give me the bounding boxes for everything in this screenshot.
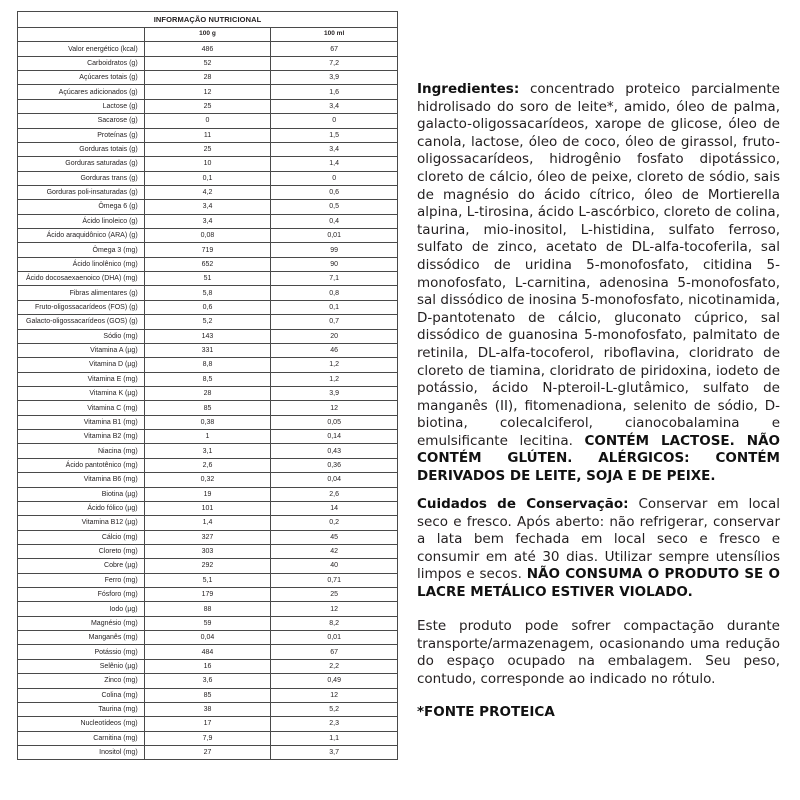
nutrition-header-100g: 100 g — [144, 28, 271, 42]
table-row — [18, 372, 398, 386]
conservation-text: Conservar em local seco e fresco. Após aberto: não refrigerar, conservar a lata bem fechada em local seco e fresco e consumir em até 30 dias. Utilizar sempre utensílios limpos e secos. — [417, 496, 780, 583]
ingredients-label: Ingredientes: — [417, 81, 520, 97]
value-per-100g: 27 — [144, 745, 271, 759]
value-per-100ml: 0,7 — [271, 315, 398, 329]
nutrient-name: Vitamina C (mg) — [18, 401, 145, 415]
value-per-100g: 3,1 — [144, 444, 271, 458]
value-per-100g: 85 — [144, 401, 271, 415]
nutrition-table-title: INFORMAÇÃO NUTRICIONAL — [18, 12, 398, 28]
nutrient-name: Cloreto (mg) — [18, 544, 145, 558]
table-row — [18, 99, 398, 113]
nutrient-name: Lactose (g) — [18, 99, 145, 113]
nutrient-name: Vitamina B6 (mg) — [18, 473, 145, 487]
nutrition-facts-table — [17, 11, 398, 760]
table-row — [18, 157, 398, 171]
value-per-100g: 28 — [144, 386, 271, 400]
table-row — [18, 415, 398, 429]
table-row — [18, 573, 398, 587]
value-per-100ml: 0,2 — [271, 516, 398, 530]
seal-warning: NÃO CONSUMA O PRODUTO SE O LACRE METÁLICO ESTIVER VIOLADO. — [417, 566, 781, 600]
nutrient-name: Potássio (mg) — [18, 645, 145, 659]
value-per-100g: 38 — [144, 702, 271, 716]
table-row — [18, 56, 398, 70]
table-row — [18, 731, 398, 745]
nutrition-header-nutrient — [18, 28, 145, 42]
table-row — [18, 473, 398, 487]
nutrient-name: Gorduras totais (g) — [18, 142, 145, 156]
value-per-100ml: 12 — [271, 688, 398, 702]
value-per-100ml: 2,3 — [271, 717, 398, 731]
nutrient-name: Niacina (mg) — [18, 444, 145, 458]
table-row — [18, 501, 398, 515]
nutrient-name: Cobre (µg) — [18, 559, 145, 573]
table-row — [18, 142, 398, 156]
nutrient-name: Gorduras trans (g) — [18, 171, 145, 185]
ingredients-section — [417, 81, 780, 486]
value-per-100g: 5,8 — [144, 286, 271, 300]
nutrient-name: Cálcio (mg) — [18, 530, 145, 544]
value-per-100ml: 0,36 — [271, 458, 398, 472]
nutrient-name: Ômega 6 (g) — [18, 200, 145, 214]
nutrient-name: Sódio (mg) — [18, 329, 145, 343]
value-per-100ml: 0,43 — [271, 444, 398, 458]
nutrient-name: Valor energético (kcal) — [18, 42, 145, 56]
value-per-100g: 652 — [144, 257, 271, 271]
value-per-100ml: 3,9 — [271, 71, 398, 85]
table-row — [18, 444, 398, 458]
table-row — [18, 588, 398, 602]
value-per-100ml: 1,2 — [271, 372, 398, 386]
value-per-100g: 85 — [144, 688, 271, 702]
nutrient-name: Nucleotídeos (mg) — [18, 717, 145, 731]
value-per-100ml: 2,6 — [271, 487, 398, 501]
nutrition-table-body — [18, 42, 398, 760]
value-per-100ml: 12 — [271, 602, 398, 616]
nutrient-name: Vitamina A (µg) — [18, 343, 145, 357]
value-per-100ml: 5,2 — [271, 702, 398, 716]
nutrient-name: Vitamina B2 (mg) — [18, 430, 145, 444]
value-per-100g: 292 — [144, 559, 271, 573]
table-row — [18, 257, 398, 271]
value-per-100g: 0,38 — [144, 415, 271, 429]
table-row — [18, 745, 398, 759]
value-per-100ml: 0,01 — [271, 631, 398, 645]
nutrient-name: Taurina (mg) — [18, 702, 145, 716]
value-per-100ml: 1,1 — [271, 731, 398, 745]
table-row — [18, 358, 398, 372]
value-per-100g: 719 — [144, 243, 271, 257]
value-per-100g: 0,1 — [144, 171, 271, 185]
value-per-100ml: 42 — [271, 544, 398, 558]
nutrition-header-100ml: 100 ml — [271, 28, 398, 42]
value-per-100ml: 3,9 — [271, 386, 398, 400]
table-row — [18, 702, 398, 716]
value-per-100g: 16 — [144, 659, 271, 673]
value-per-100ml: 2,2 — [271, 659, 398, 673]
value-per-100g: 0,04 — [144, 631, 271, 645]
nutrient-name: Sacarose (g) — [18, 114, 145, 128]
value-per-100g: 52 — [144, 56, 271, 70]
table-row — [18, 71, 398, 85]
table-row — [18, 616, 398, 630]
nutrient-name: Gorduras poli-insaturadas (g) — [18, 185, 145, 199]
value-per-100ml: 0,8 — [271, 286, 398, 300]
table-row — [18, 343, 398, 357]
nutrient-name: Fruto-oligossacarídeos (FOS) (g) — [18, 300, 145, 314]
nutrient-name: Açúcares adicionados (g) — [18, 85, 145, 99]
value-per-100g: 12 — [144, 85, 271, 99]
table-row — [18, 430, 398, 444]
value-per-100ml: 46 — [271, 343, 398, 357]
nutrient-name: Colina (mg) — [18, 688, 145, 702]
table-row — [18, 114, 398, 128]
nutrient-name: Manganês (mg) — [18, 631, 145, 645]
table-row — [18, 688, 398, 702]
value-per-100g: 331 — [144, 343, 271, 357]
table-row — [18, 602, 398, 616]
table-row — [18, 674, 398, 688]
table-row — [18, 214, 398, 228]
value-per-100g: 179 — [144, 588, 271, 602]
table-row — [18, 645, 398, 659]
value-per-100g: 0 — [144, 114, 271, 128]
value-per-100ml: 0 — [271, 114, 398, 128]
value-per-100ml: 0,4 — [271, 214, 398, 228]
nutrient-name: Zinco (mg) — [18, 674, 145, 688]
table-row — [18, 243, 398, 257]
table-row — [18, 272, 398, 286]
value-per-100g: 3,4 — [144, 200, 271, 214]
nutrient-name: Vitamina B12 (µg) — [18, 516, 145, 530]
value-per-100ml: 0,71 — [271, 573, 398, 587]
nutrient-name: Biotina (µg) — [18, 487, 145, 501]
nutrient-name: Inositol (mg) — [18, 745, 145, 759]
table-row — [18, 559, 398, 573]
value-per-100ml: 14 — [271, 501, 398, 515]
protein-source-label: *FONTE PROTEICA — [417, 704, 555, 720]
table-row — [18, 315, 398, 329]
nutrient-name: Vitamina E (mg) — [18, 372, 145, 386]
value-per-100ml: 0,1 — [271, 300, 398, 314]
value-per-100ml: 0,14 — [271, 430, 398, 444]
nutrient-name: Açúcares totais (g) — [18, 71, 145, 85]
value-per-100g: 484 — [144, 645, 271, 659]
value-per-100ml: 0,05 — [271, 415, 398, 429]
value-per-100g: 5,2 — [144, 315, 271, 329]
value-per-100ml: 0,49 — [271, 674, 398, 688]
table-row — [18, 516, 398, 530]
value-per-100g: 3,6 — [144, 674, 271, 688]
table-row — [18, 200, 398, 214]
table-row — [18, 229, 398, 243]
nutrient-name: Gorduras saturadas (g) — [18, 157, 145, 171]
value-per-100ml: 3,4 — [271, 142, 398, 156]
nutrient-name: Ácido araquidônico (ARA) (g) — [18, 229, 145, 243]
compaction-notice: Este produto pode sofrer compactação durante transporte/armazenagem, ocasionando uma redução do espaço ocupado na embalagem. Seu peso, contudo, corresponde ao indicado no rótulo. — [417, 618, 780, 687]
value-per-100ml: 1,2 — [271, 358, 398, 372]
table-row — [18, 401, 398, 415]
nutrient-name: Proteínas (g) — [18, 128, 145, 142]
nutrient-name: Ômega 3 (mg) — [18, 243, 145, 257]
nutrient-name: Selênio (µg) — [18, 659, 145, 673]
nutrient-name: Iodo (µg) — [18, 602, 145, 616]
value-per-100g: 25 — [144, 99, 271, 113]
value-per-100ml: 1,6 — [271, 85, 398, 99]
nutrient-name: Vitamina K (µg) — [18, 386, 145, 400]
value-per-100ml: 90 — [271, 257, 398, 271]
value-per-100g: 327 — [144, 530, 271, 544]
table-row — [18, 286, 398, 300]
table-row — [18, 659, 398, 673]
value-per-100g: 59 — [144, 616, 271, 630]
value-per-100g: 8,5 — [144, 372, 271, 386]
table-row — [18, 329, 398, 343]
nutrient-name: Ácido linolênico (mg) — [18, 257, 145, 271]
nutrient-name: Fibras alimentares (g) — [18, 286, 145, 300]
table-row — [18, 171, 398, 185]
value-per-100g: 17 — [144, 717, 271, 731]
table-row — [18, 128, 398, 142]
allergen-warning: CONTÉM LACTOSE. NÃO CONTÉM GLÚTEN. ALÉRGICOS: CONTÉM DERIVADOS DE LEITE, SOJA E DE PEIXE. — [417, 432, 780, 485]
value-per-100g: 51 — [144, 272, 271, 286]
table-row — [18, 544, 398, 558]
value-per-100g: 88 — [144, 602, 271, 616]
value-per-100ml: 0,01 — [271, 229, 398, 243]
nutrient-name: Ácido fólico (µg) — [18, 501, 145, 515]
table-row — [18, 631, 398, 645]
value-per-100g: 19 — [144, 487, 271, 501]
value-per-100g: 10 — [144, 157, 271, 171]
nutrient-name: Vitamina B1 (mg) — [18, 415, 145, 429]
table-row — [18, 42, 398, 56]
nutrient-name: Ferro (mg) — [18, 573, 145, 587]
value-per-100ml: 0,04 — [271, 473, 398, 487]
value-per-100ml: 3,4 — [271, 99, 398, 113]
value-per-100ml: 25 — [271, 588, 398, 602]
nutrient-name: Vitamina D (µg) — [18, 358, 145, 372]
table-row — [18, 85, 398, 99]
value-per-100ml: 3,7 — [271, 745, 398, 759]
value-per-100ml: 20 — [271, 329, 398, 343]
table-row — [18, 458, 398, 472]
value-per-100ml: 45 — [271, 530, 398, 544]
value-per-100ml: 0,5 — [271, 200, 398, 214]
value-per-100g: 25 — [144, 142, 271, 156]
value-per-100g: 8,8 — [144, 358, 271, 372]
value-per-100g: 303 — [144, 544, 271, 558]
nutrient-name: Galacto-oligossacarídeos (GOS) (g) — [18, 315, 145, 329]
value-per-100ml: 1,5 — [271, 128, 398, 142]
table-row — [18, 717, 398, 731]
value-per-100ml: 1,4 — [271, 157, 398, 171]
value-per-100ml: 40 — [271, 559, 398, 573]
table-row — [18, 487, 398, 501]
value-per-100g: 101 — [144, 501, 271, 515]
value-per-100g: 3,4 — [144, 214, 271, 228]
nutrient-name: Fósforo (mg) — [18, 588, 145, 602]
table-row — [18, 300, 398, 314]
value-per-100g: 1,4 — [144, 516, 271, 530]
value-per-100g: 2,6 — [144, 458, 271, 472]
protein-source-footnote — [417, 704, 780, 722]
nutrient-name: Ácido docosaexaenoico (DHA) (mg) — [18, 272, 145, 286]
table-row — [18, 386, 398, 400]
value-per-100g: 4,2 — [144, 185, 271, 199]
value-per-100g: 0,6 — [144, 300, 271, 314]
value-per-100ml: 99 — [271, 243, 398, 257]
value-per-100g: 1 — [144, 430, 271, 444]
table-row — [18, 530, 398, 544]
nutrient-name: Carboidratos (g) — [18, 56, 145, 70]
value-per-100ml: 12 — [271, 401, 398, 415]
value-per-100ml: 0,6 — [271, 185, 398, 199]
conservation-label: Cuidados de Conservação: — [417, 496, 629, 512]
value-per-100g: 28 — [144, 71, 271, 85]
value-per-100g: 5,1 — [144, 573, 271, 587]
value-per-100ml: 8,2 — [271, 616, 398, 630]
nutrient-name: Ácido pantotênico (mg) — [18, 458, 145, 472]
nutrient-name: Magnésio (mg) — [18, 616, 145, 630]
value-per-100g: 486 — [144, 42, 271, 56]
nutrient-name: Ácido linoleico (g) — [18, 214, 145, 228]
conservation-section — [417, 496, 780, 602]
value-per-100ml: 0 — [271, 171, 398, 185]
nutrient-name: Carnitina (mg) — [18, 731, 145, 745]
value-per-100g: 143 — [144, 329, 271, 343]
value-per-100g: 7,9 — [144, 731, 271, 745]
value-per-100g: 0,32 — [144, 473, 271, 487]
value-per-100g: 0,08 — [144, 229, 271, 243]
ingredients-text: concentrado proteico parcialmente hidrolisado do soro de leite*, amido, óleo de palma, galacto-oligossacarídeos, xarope de glicose, óleo de canola, lactose, óleo de coco, óleo de girassol, fruto-oligossacarídeos, hidrogênio fosfato dipotássico, cloreto de cálcio, óleo de peixe, cloreto de sódio, sais de magnésio do ácido cítrico, óleo de Mortierella alpina, L-tirosina, ácido L-ascórbico, cloreto de colina, taurina, mio-inositol, L-histidina, sulfato ferroso, sulfato de zinco, acetato de DL-alfa-tocoferila, sal dissódico de uridina 5-monofosfato, citidina 5-monofosfato, L-carnitina, adenosina 5-monofosfato, sal dissódico de inosina 5-monofosfato, nicotinamida, D-pantotenato de cálcio, gluconato cúprico, sal dissódico de guanosina 5-monofosfato, palmitato de retinila, DL-alfa-tocoferol, riboflavina, cloridrato de cloreto de tiamina, cloridrato de piridoxina, iodeto de potássio, ácido N-pteroil-L-glutâmico, sulfato de manganês (II), fitomenadiona, selenito de sódio, D-biotina, colecalciferol, cianocobalamina e emulsificante lecitina. — [417, 81, 780, 449]
value-per-100g: 11 — [144, 128, 271, 142]
value-per-100ml: 67 — [271, 645, 398, 659]
value-per-100ml: 7,1 — [271, 272, 398, 286]
table-row — [18, 185, 398, 199]
value-per-100ml: 7,2 — [271, 56, 398, 70]
value-per-100ml: 67 — [271, 42, 398, 56]
